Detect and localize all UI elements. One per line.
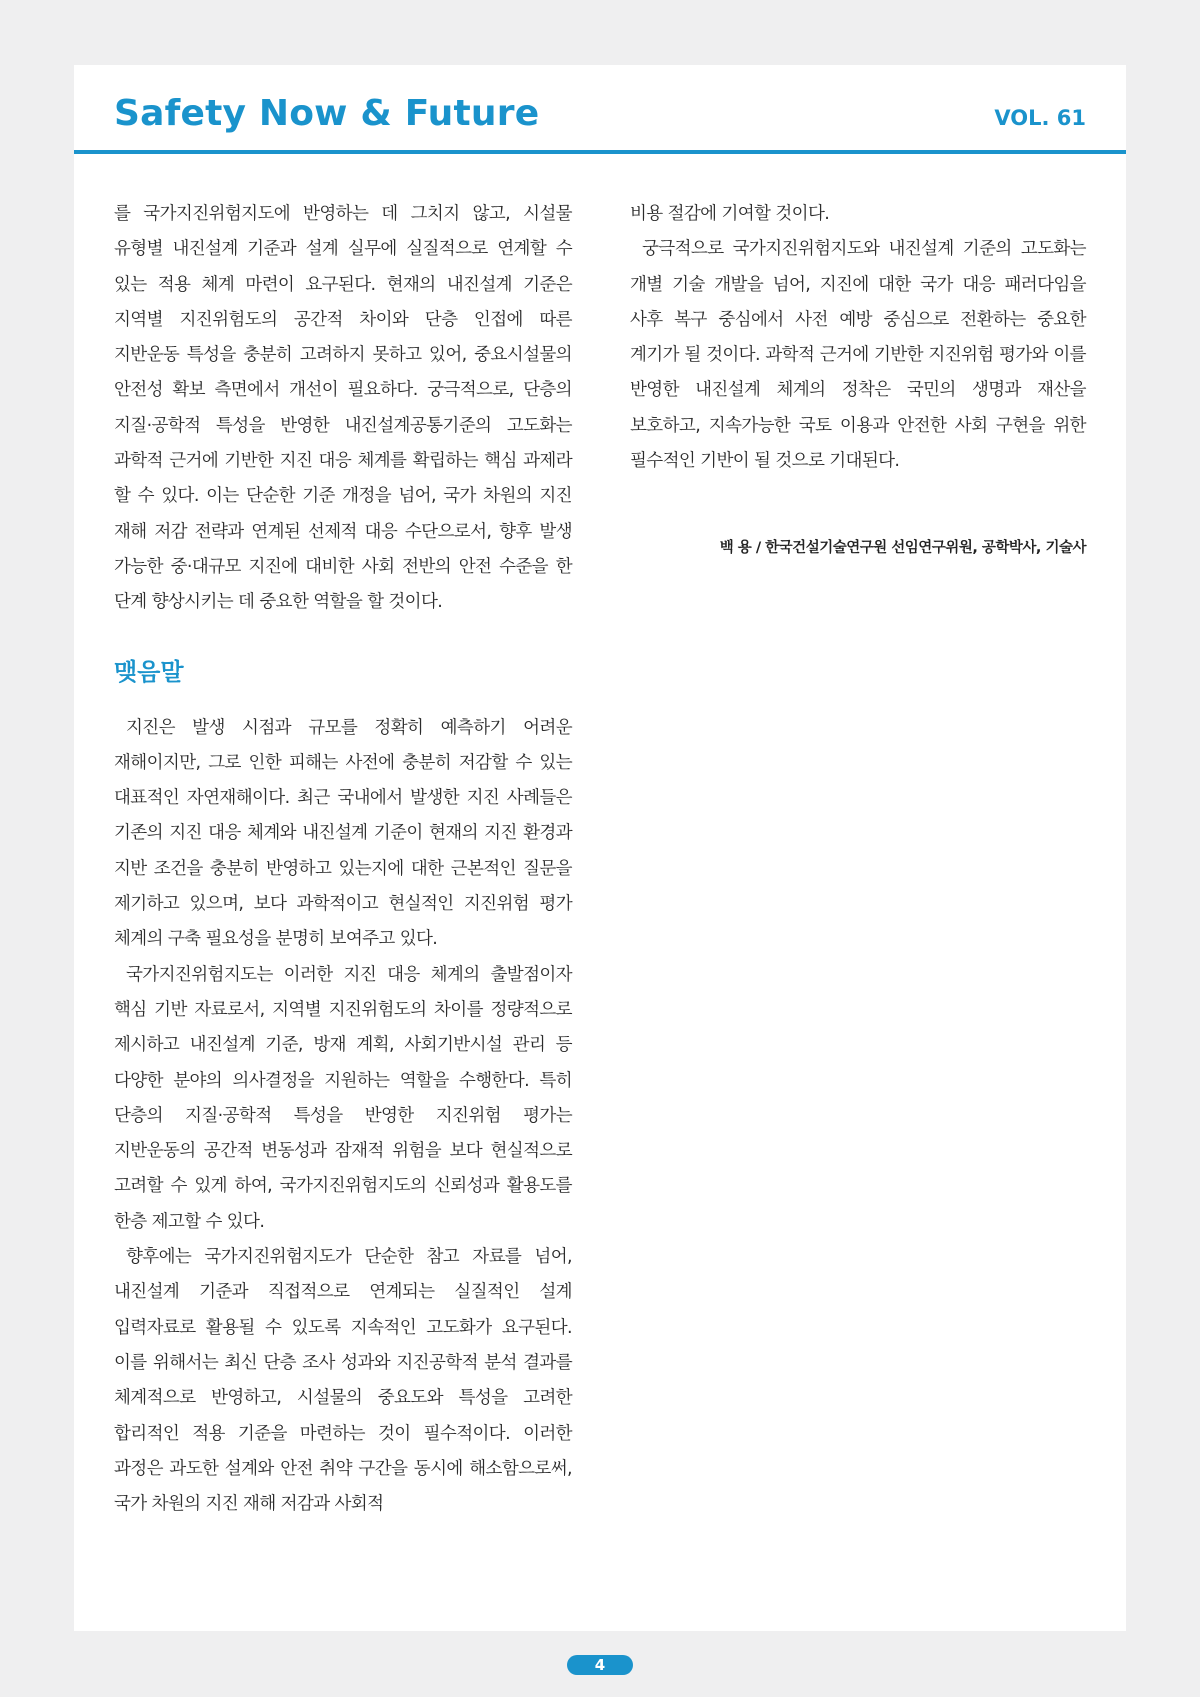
body-paragraph: 궁극적으로 국가지진위험지도와 내진설계 기준의 고도화는 개별 기술 개발을 넘어, 지진에 대한 국가 대응 패러다임을 사후 복구 중심에서 사전 예방 중심으로 전환하는 중요한 계기가 될 것이다. 과학적 근거에 기반한 지진위험 평가와 이를 반영한 내진설계 체계의 정착은 국민의 생명과 재산을 보호하고, 지속가능한 국토 이용과 안전한 사회 구현을 위한 필수적인 기반이 될 것으로 기대된다. [630,239,1086,472]
body-paragraph: 지진은 발생 시점과 규모를 정확히 예측하기 어려운 재해이지만, 그로 인한 피해는 사전에 충분히 저감할 수 있는 대표적인 자연재해이다. 최근 국내에서 발생한 지진 사례들은 기존의 지진 대응 체계와 내진설계 기준이 현재의 지진 환경과 지반 조건을 충분히 반영하고 있는지에 대한 근본적인 질문을 제기하고 있으며, 보다 과학적이고 현실적인 지진위험 평가 체계의 구축 필요성을 분명히 보여주고 있다. [114,717,572,950]
body-paragraph-continued: 를 국가지진위험지도에 반영하는 데 그치지 않고, 시설물 유형별 내진설계 기준과 설계 실무에 실질적으로 연계할 수 있는 적용 체계 마련이 요구된다. 현재의 내진설계 기준은 지역별 지진위험도의 공간적 차이와 단층 인접에 따른 지반운동 특성을 충분히 고려하지 못하고 있어, 중요시설물의 안전성 확보 측면에서 개선이 필요하다. 궁극적으로, 단층의 지질·공학적 특성을 반영한 내진설계공통기준의 고도화는 과학적 근거에 기반한 지진 대응 체계를 확립하는 핵심 과제라 할 수 있다. 이는 단순한 기준 개정을 넘어, 국가 차원의 지진 재해 저감 전략과 연계된 선제적 대응 수단으로서, 향후 발생 가능한 중·대규모 지진에 대비한 사회 전반의 안전 수준을 한 단계 향상시키는 데 중요한 역할을 할 것이다. [114,204,572,613]
right-column [630,197,1086,559]
journal-title: Safety Now & Future [114,93,540,134]
header-divider [74,150,1126,154]
author-credit: 백 용 / 한국건설기술연구원 선임연구위원, 공학박사, 기술사 [719,540,1086,557]
page-header [74,65,1126,153]
body-paragraph: 향후에는 국가지진위험지도가 단순한 참고 자료를 넘어, 내진설계 기준과 직접적으로 연계되는 실질적인 설계 입력자료로 활용될 수 있도록 지속적인 고도화가 요구된다. 이를 위해서는 최신 단층 조사 성과와 지진공학적 분석 결과를 체계적으로 반영하고, 시설물의 중요도와 특성을 고려한 합리적인 적용 기준을 마련하는 것이 필수적이다. 이러한 과정은 과도한 설계와 안전 취약 구간을 동시에 해소함으로써, 국가 차원의 지진 재해 저감과 사회적 [114,1247,572,1515]
page-sheet [74,65,1126,1631]
body-paragraph-continued: 비용 절감에 기여할 것이다. [630,204,830,224]
volume-number: VOL. 61 [994,106,1086,130]
body-paragraph: 국가지진위험지도는 이러한 지진 대응 체계의 출발점이자 핵심 기반 자료로서, 지역별 지진위험도의 차이를 정량적으로 제시하고 내진설계 기준, 방재 계획, 사회기반시설 관리 등 다양한 분야의 의사결정을 지원하는 역할을 수행한다. 특히 단층의 지질·공학적 특성을 반영한 지진위험 평가는 지반운동의 공간적 변동성과 잠재적 위험을 보다 현실적으로 고려할 수 있게 하여, 국가지진위험지도의 신뢰성과 활용도를 한층 제고할 수 있다. [114,964,572,1232]
left-column [114,197,572,1522]
section-heading-conclusion: 맺음말 [114,657,184,686]
page-number-badge: 4 [567,1655,633,1675]
